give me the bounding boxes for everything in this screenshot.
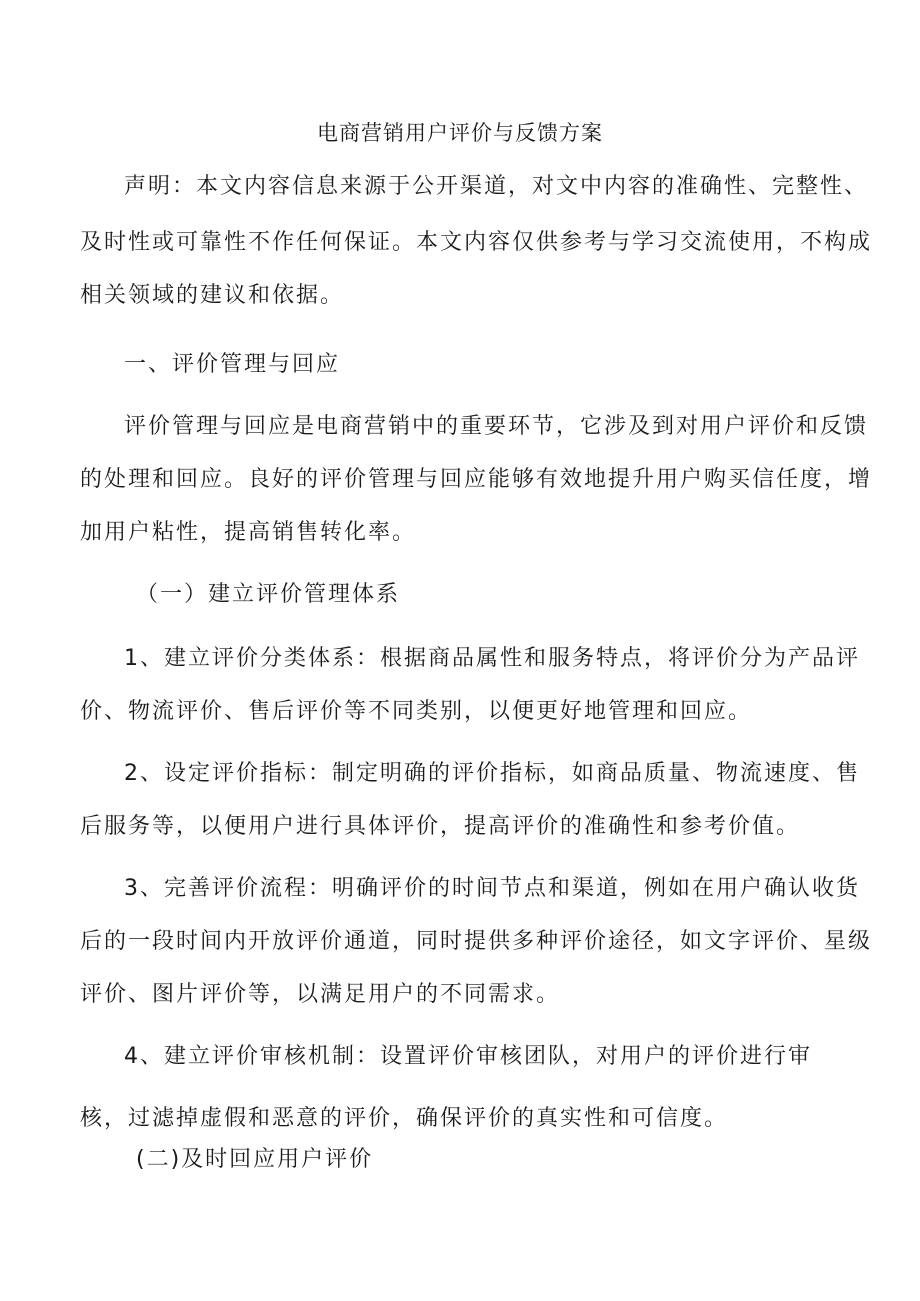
disclaimer-line-2: 及时性或可靠性不作任何保证。本文内容仅供参考与学习交流使用，不构成 (80, 230, 873, 255)
item-3-line-3: 评价、图片评价等，以满足用户的不同需求。 (80, 982, 561, 1007)
disclaimer-line-1: 声明：本文内容信息来源于公开渠道，对文中内容的准确性、完整性、 (124, 174, 869, 199)
item-4-line-1: 4、建立评价审核机制：设置评价审核团队，对用户的评价进行审 (124, 1044, 812, 1069)
item-3-line-1: 3、完善评价流程：明确评价的时间节点和渠道，例如在用户确认收货 (124, 876, 860, 901)
subsection-heading-2: (二)及时回应用户评价 (136, 1147, 374, 1172)
item-4-line-2: 核，过滤掉虚假和恶意的评价，确保评价的真实性和可信度。 (80, 1106, 729, 1131)
item-3-line-2: 后的一段时间内开放评价通道，同时提供多种评价途径，如文字评价、星级 (80, 929, 873, 954)
disclaimer-line-3: 相关领域的建议和依据。 (80, 283, 345, 308)
section-heading-1: 一、评价管理与回应 (124, 352, 341, 377)
section-1-intro-line-1: 评价管理与回应是电商营销中的重要环节，它涉及到对用户评价和反馈 (124, 414, 869, 439)
item-1-line-1: 1、建立评价分类体系：根据商品属性和服务特点，将评价分为产品评 (124, 646, 860, 671)
document-title: 电商营销用户评价与反馈方案 (317, 121, 603, 145)
item-2-line-2: 后服务等，以便用户进行具体评价，提高评价的准确性和参考价值。 (80, 814, 801, 839)
item-2-line-1: 2、设定评价指标：制定明确的评价指标，如商品质量、物流速度、售 (124, 761, 860, 786)
subsection-heading-1: （一）建立评价管理体系 (136, 582, 401, 607)
item-1-line-2: 价、物流评价、售后评价等不同类别，以便更好地管理和回应。 (80, 699, 753, 724)
section-1-intro-line-2: 的处理和回应。良好的评价管理与回应能够有效地提升用户购买信任度，增 (80, 467, 873, 492)
section-1-intro-line-3: 加用户粘性，提高销售转化率。 (80, 520, 417, 545)
